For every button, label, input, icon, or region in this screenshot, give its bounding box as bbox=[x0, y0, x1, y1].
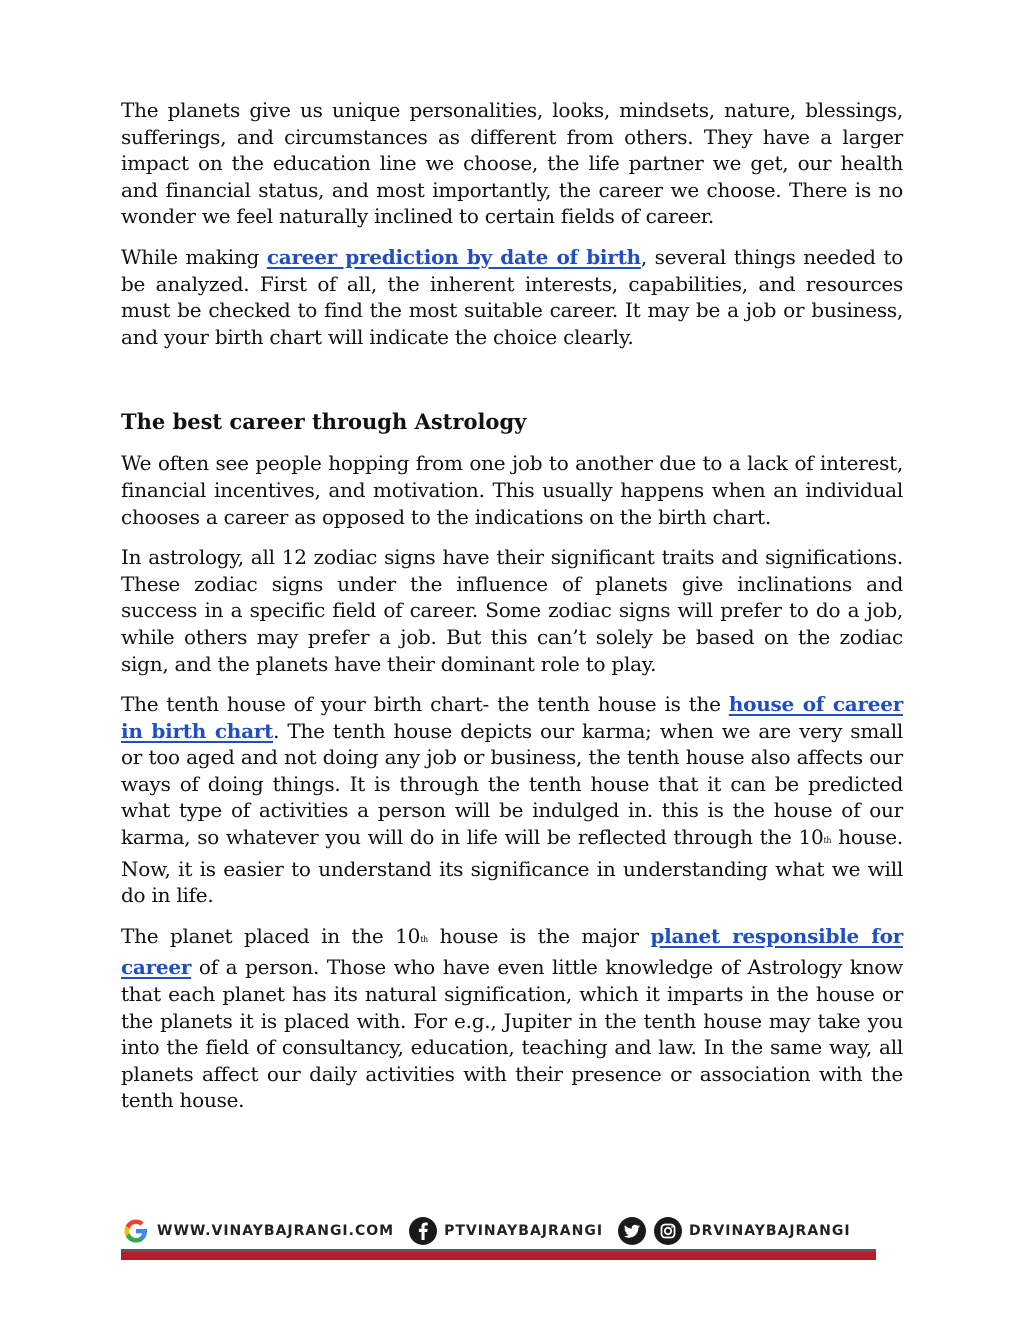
google-icon bbox=[121, 1216, 151, 1246]
paragraph-intro: The planets give us unique personalities, looks, mindsets, nature, blessings, sufferings, and circumstances as different from others. They have a larger impact on the education line we choose, the life partner we get, our health and financial status, and most importantly, the career we choose. There is no wonder we feel naturally inclined to certain fields of career. bbox=[121, 98, 903, 229]
ordinal-suffix: th bbox=[420, 934, 428, 944]
link-house-of-career[interactable]: house of career in birth chart bbox=[121, 692, 903, 743]
paragraph-planet-responsible: The planet placed in the 10th house is the major planet responsible for career of a person. Those who have even little knowledge of Astrology know that each planet has its natural signification, which it imparts in the house or the planets it is placed with. For e.g., Jupiter in the tenth house may take you into the field of consultancy, education, teaching and law. In the same way, all planets affect our daily activities with their presence or association with the tenth house. bbox=[121, 923, 903, 1113]
section-heading: The best career through Astrology bbox=[121, 409, 527, 435]
footer-website[interactable]: WWW.VINAYBAJRANGI.COM bbox=[157, 1223, 395, 1239]
footer-banner bbox=[121, 1213, 876, 1261]
footer-facebook[interactable]: PTVINAYBAJRANGI bbox=[444, 1223, 604, 1239]
document-body bbox=[121, 97, 903, 1128]
link-planet-responsible[interactable]: planet responsible for career bbox=[121, 923, 903, 980]
paragraph-career-prediction: While making career prediction by date of birth, several things needed to be analyzed. First of all, the inherent interests, capabilities, and resources must be checked to find the most suitable career. It may be a job or business, and your birth chart will indicate the choice clearly. bbox=[121, 244, 903, 349]
paragraph-tenth-house: The tenth house of your birth chart- the tenth house is the house of career in birth chart. The tenth house depicts our karma; when we are very small or too aged and not doing any job or business, the tenth house also affects our ways of doing things. It is through the tenth house that it can be predicted what type of activities a person will be indulged in. this is the house of our karma, so whatever you will do in life will be reflected through the 10th house. Now, it is easier to understand its significance in understanding what we will do in life. bbox=[121, 692, 903, 908]
paragraph-job-hopping: We often see people hopping from one job to another due to a lack of interest, financial incentives, and motivation. This usually happens when an individual chooses a career as opposed to the indications on the birth chart. bbox=[121, 451, 903, 529]
footer-social-handle[interactable]: DRVINAYBAJRANGI bbox=[689, 1223, 851, 1239]
footer-contacts bbox=[121, 1213, 876, 1249]
footer-color-bar bbox=[121, 1249, 876, 1260]
ordinal-suffix: th bbox=[823, 836, 832, 846]
link-career-prediction[interactable]: career prediction by date of birth bbox=[266, 244, 641, 269]
paragraph-zodiac-signs: In astrology, all 12 zodiac signs have their significant traits and significations. These zodiac signs under the influence of planets give inclinations and success in a specific field of career. Some zodiac signs will prefer to do a job, while others may prefer a job. But this can’t solely be based on the zodiac sign, and the planets have their dominant role to play. bbox=[121, 545, 903, 676]
instagram-icon bbox=[653, 1216, 683, 1246]
twitter-icon bbox=[617, 1216, 647, 1246]
facebook-icon bbox=[408, 1216, 438, 1246]
